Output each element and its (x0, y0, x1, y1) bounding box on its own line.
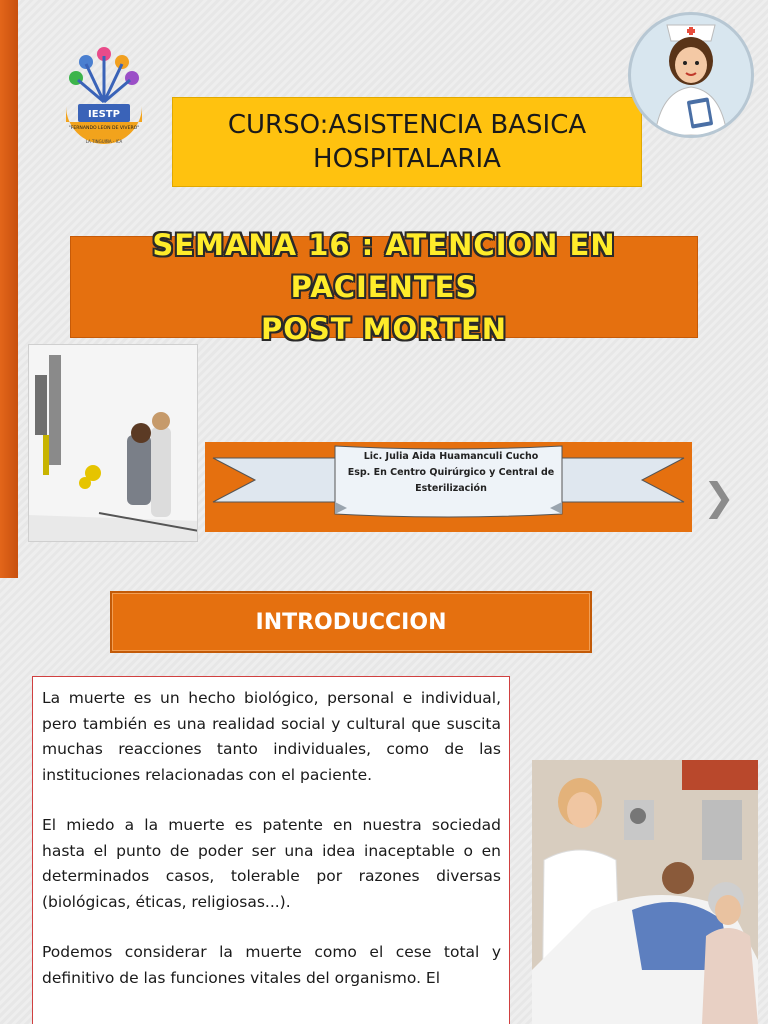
logo-location-text: LA TINGUIÑA - ICA (85, 139, 123, 144)
course-title-box (172, 97, 642, 187)
patient-care-photo (532, 760, 758, 1024)
next-slide-button[interactable]: ❯ (703, 475, 735, 519)
week-title-box (70, 228, 698, 346)
intro-paragraph-1: La muerte es un hecho biológico, personal e individual, pero también es una realidad social y cultural que suscita muchas reacciones tanto individuales, como de las instituciones relacionadas con el paciente. (42, 689, 501, 784)
intro-text-box (32, 676, 510, 1024)
nurse-icon (631, 15, 751, 135)
nurse-illustration (628, 12, 754, 138)
intro-heading-box (110, 591, 592, 653)
course-title: CURSO:ASISTENCIA BASICA HOSPITALARIA (227, 110, 587, 174)
author-credits (335, 449, 567, 519)
institution-logo (56, 42, 152, 150)
hospital-room-photo-icon (29, 345, 198, 542)
logo-name-text: "FERNANDO LEON DE VIVERO" (68, 126, 140, 131)
week-title (84, 224, 684, 350)
author-specialty-cont: Esterilización (415, 483, 487, 494)
patient-care-photo-icon (532, 760, 758, 1024)
hospital-room-photo (28, 344, 198, 542)
intro-paragraph-2: El miedo a la muerte es patente en nuestra sociedad hasta el punto de poder ser una idea inaceptable o en determinados casos, tolerable por razones diversas (biológicas, éticas, religiosas...). (42, 816, 501, 911)
author-specialty: Esp. En Centro Quirúrgico y Central de (347, 467, 555, 478)
logo-brand-text: IESTP (88, 109, 120, 120)
intro-paragraph-3: Podemos considerar la muerte como el cese total y definitivo de las funciones vitales del organismo. El (42, 943, 501, 987)
week-title-line1: SEMANA 16 : ATENCION EN PACIENTES (152, 228, 616, 304)
institution-logo-icon (56, 42, 152, 150)
left-accent-bar (0, 0, 18, 578)
intro-heading: INTRODUCCION (255, 609, 447, 635)
week-title-line2: POST MORTEN (260, 312, 508, 346)
author-name: Lic. Julia Aida Huamanculi Cucho (363, 451, 539, 462)
